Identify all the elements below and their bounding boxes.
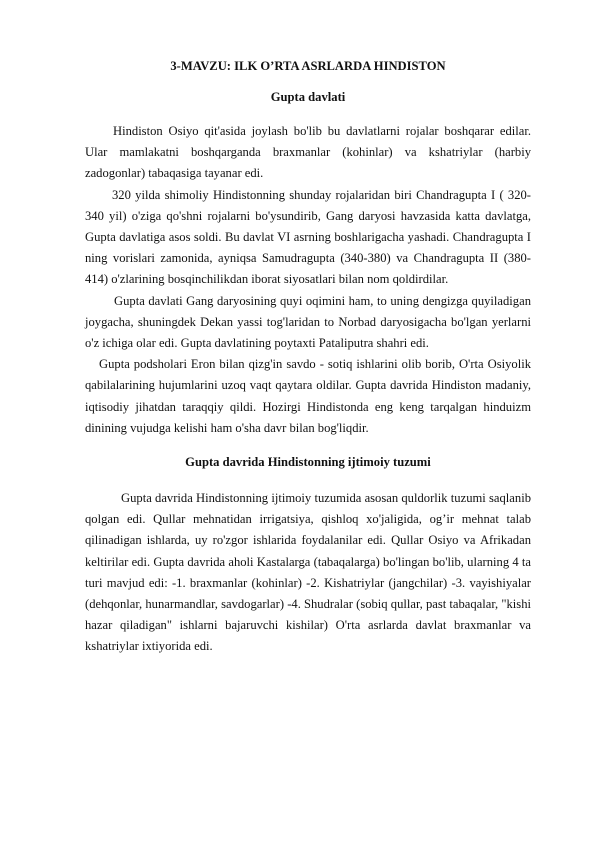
paragraph-3: Gupta davlati Gang daryosining quyi oqimini ham, to uning dengizga quyiladigan joygacha, shuningdek Dekan yassi tog'laridan to Norbad daryosigacha bo'lgan yerlarni o'z ichiga olar edi. Gupta davlatining poytaxti Pataliputra shahri edi. (85, 293, 531, 351)
document-page (85, 58, 531, 658)
document-title: 3-MAVZU: ILK O’RTA ASRLARDA HINDISTON (170, 59, 446, 73)
section-heading-gupta-state: Gupta davlati (270, 90, 346, 104)
paragraph-1: Hindiston Osiyo qit'asida joylash bo'lib bu davlatlarni rojalar boshqarar edilar. Ular mamlakatni boshqarganda braxmanlar (kohinlar) va kshatriylar (harbiy zadogonlar) tabaqasiga tayanar edi. (85, 124, 531, 181)
paragraph-4: Gupta podsholari Eron bilan qizg'in savdo - sotiq ishlarini olib borib, O'rta Osiyolik qabilalarining hujumlarini uzoq vaqt qaytara oldilar. Gupta davrida Hindiston madaniy, iqtisodiy jihatdan taraqqiy qildi. Hozirgi Hindistonda eng keng tarqalgan hinduizm dinining vujudga kelishi ham o'sha davr bilan bog'liqdir. (85, 357, 531, 435)
paragraph-5: Gupta davrida Hindistonning ijtimoiy tuzumida asosan quldorlik tuzumi saqlanib qolgan edi. Qullar mehnatidan irrigatsiya, qishloq xo'jaligida, og’ir mehnat talab qilinadigan ishlarda, uy ro'zgor ishlarida foydalanilar edi. Qullar Osiyo va Afrikadan keltirilar edi. Gupta davrida aholi Kastalarga (tabaqalarga) bo'lingan bo'lib, ularning 4 ta turi mavjud edi: -1. braxmanlar (kohinlar) -2. Kishatriylar (jangchilar) -3. vayishiyalar (dehqonlar, hunarmandlar, savdogarlar) -4. Shudralar (sobiq qullar, past tabaqalar, "kishi hazar qiladigan" ishlarni bajaruvchi kishilar) O'rta asrlarda davlat braxmanlar va kshatriylar ixtiyorida edi. (85, 491, 531, 654)
section-heading-social-structure: Gupta davrida Hindistonning ijtimoiy tuzumi (185, 455, 431, 470)
section-social-structure (85, 488, 531, 658)
paragraph-2: 320 yilda shimoliy Hindistonning shunday rojalaridan biri Chandragupta I ( 320-340 yil) o'ziga qo'shni rojalarni bo'ysundirib, Gang daryosi havzasida katta davlatga, Gupta davlatiga asos soldi. Bu davlat VI asrning boshlarigacha yashadi. Chandragupta I ning vorislari zamonida, ayniqsa Samudragupta (340-380) va Chandragupta II (380-414) o'zlarining bosqinchilikdan iborat siyosatlari bilan nom qoldirdilar. (85, 187, 531, 287)
section-gupta-state (85, 121, 531, 439)
